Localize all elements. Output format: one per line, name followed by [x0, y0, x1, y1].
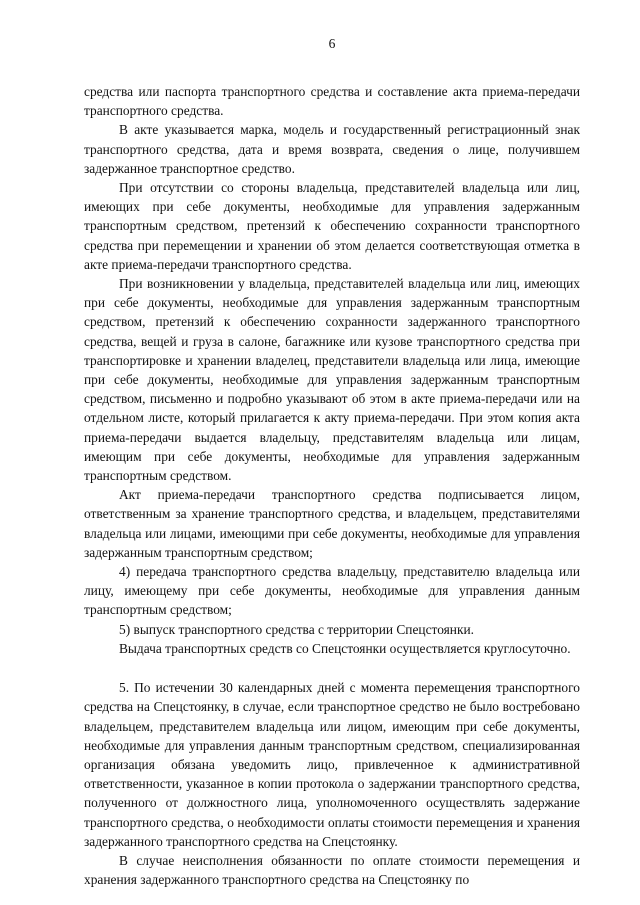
paragraph: Акт приема-передачи транспортного средства подписывается лицом, ответственным за хранение транспортного средства, и владельцем, представителями владельца или лицами, имеющими при себе документы, необходимые для управления задержанным транспортным средством; [84, 487, 580, 560]
paragraph: средства или паспорта транспортного средства и составление акта приема-передачи транспортного средства. [84, 84, 580, 119]
paragraph: 5. По истечении 30 календарных дней с момента перемещения транспортного средства на Спецстоянку, в случае, если транспортное средство не было востребовано владельцем, представителем владельца или лицом, имеющим при себе документы, необходимые для управления данным транспортным средством, специализированная организация обязана уведомить лицо, привлеченное к административной ответственности, указанное в копии протокола о задержании транспортного средства, полученного от должностного лица, уполномоченного осуществлять задержание транспортного средства, о необходимости оплаты стоимости перемещения и хранения задержанного транспортного средства на Спецстоянку. [84, 680, 580, 849]
paragraph: В случае неисполнения обязанности по оплате стоимости перемещения и хранения задержанного транспортного средства на Спецстоянку по [84, 852, 580, 888]
paragraph: При отсутствии со стороны владельца, представителей владельца или лиц, имеющих при себе документы, необходимые для управления задержанным транспортным средством, претензий к обеспечению сохранности транспортного средства при перемещении и хранении об этом делается соответствующая отметка в акте приема-передачи транспортного средства. [84, 180, 580, 272]
paragraph: Выдача транспортных средств со Спецстоянки осуществляется круглосуточно. [119, 640, 571, 656]
section-gap [84, 658, 580, 678]
paragraph: 5) выпуск транспортного средства с территории Спецстоянки. [119, 621, 474, 637]
paragraph: При возникновении у владельца, представителей владельца или лиц, имеющих при себе документы, необходимые для управления задержанным транспортным средством, претензий к обеспечению сохранности задержанного транспортного средства, вещей и груза в салоне, багажнике или кузове транспортного средства при транспортировке и хранении владелец, представители владельца или лица, имеющие при себе документы, необходимые для управления задержанным транспортным средством, письменно и подробно указывают об этом в акте приема-передачи или на отдельном листе, который прилагается к акту приема-передачи. При этом копия акта приема-передачи выдается владельцу, представителям владельца или лицам, имеющим при себе документы, необходимые для управления задержанным транспортным средством. [84, 276, 580, 484]
paragraph: В акте указывается марка, модель и государственный регистрационный знак транспортного средства, дата и время возврата, сведения о лице, получившем задержанное транспортное средство. [84, 122, 580, 176]
paragraph: 4) передача транспортного средства владельцу, представителю владельца или лицу, имеющему при себе документы, необходимые для управления данным транспортным средством; [84, 564, 580, 618]
page-number: 6 [328, 36, 336, 51]
document-body [84, 82, 580, 889]
